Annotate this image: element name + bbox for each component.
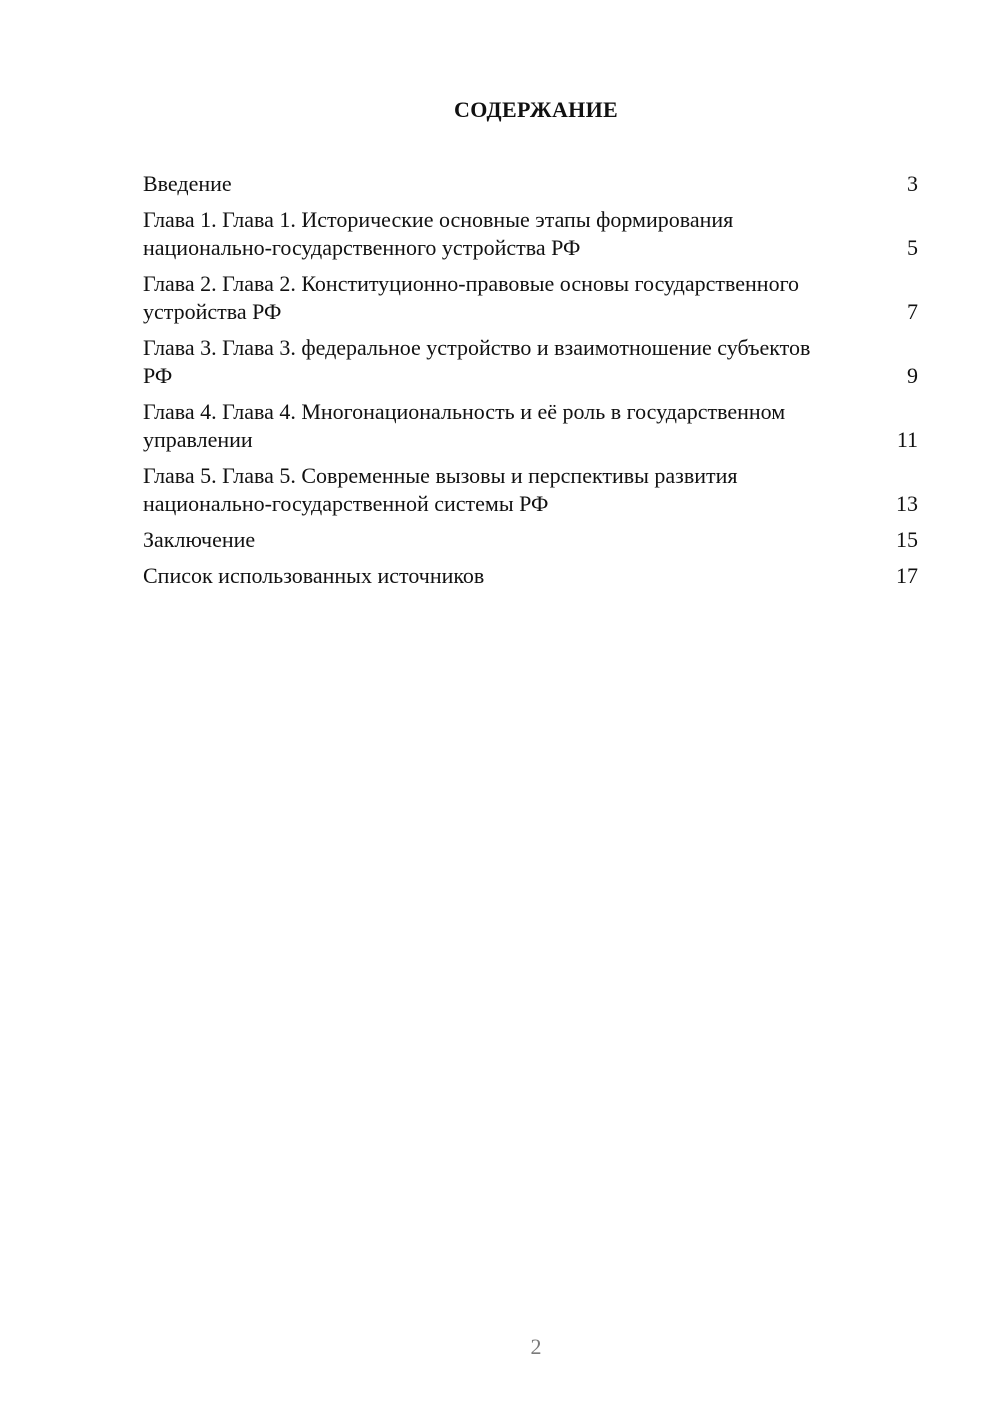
toc-entry-page: 9: [907, 363, 918, 388]
toc-entry-page: 13: [896, 491, 918, 516]
toc-entry-page: 7: [907, 299, 918, 324]
toc-entry-page: 15: [896, 527, 918, 552]
toc-entry-chapter-2[interactable]: [143, 270, 918, 326]
toc-entry-page: 5: [907, 235, 918, 260]
toc-entry-chapter-3[interactable]: [143, 334, 918, 390]
toc-entry-title: Введение: [143, 171, 232, 196]
page-number: 2: [530, 1334, 542, 1359]
toc-entry-title: Глава 4. Глава 4. Многонациональность и её роль в государственном управлении: [143, 399, 786, 452]
toc-entry-conclusion[interactable]: [143, 526, 918, 554]
table-of-contents: [143, 170, 918, 598]
toc-entry-title: Заключение: [143, 527, 256, 552]
toc-entry-title: Глава 5. Глава 5. Современные вызовы и перспективы развития национально-государственной системы РФ: [143, 463, 738, 516]
toc-entry-chapter-5[interactable]: [143, 462, 918, 518]
page-title: СОДЕРЖАНИЕ: [454, 97, 618, 122]
toc-entry-title: Список использованных источников: [143, 563, 485, 588]
toc-entry-page: 3: [907, 171, 918, 196]
toc-entry-chapter-4[interactable]: [143, 398, 918, 454]
toc-entry-page: 17: [896, 563, 918, 588]
toc-entry-chapter-1[interactable]: [143, 206, 918, 262]
toc-entry-title: Глава 2. Глава 2. Конституционно-правовые основы государственного устройства РФ: [143, 271, 800, 324]
toc-entry-introduction[interactable]: [143, 170, 918, 198]
toc-entry-title: Глава 1. Глава 1. Исторические основные этапы формирования национально-государственного устройства РФ: [143, 207, 734, 260]
toc-entry-title: Глава 3. Глава 3. федеральное устройство и взаимотношение субъектов РФ: [143, 335, 811, 388]
toc-entry-page: 11: [896, 427, 918, 452]
toc-entry-references[interactable]: [143, 562, 918, 590]
